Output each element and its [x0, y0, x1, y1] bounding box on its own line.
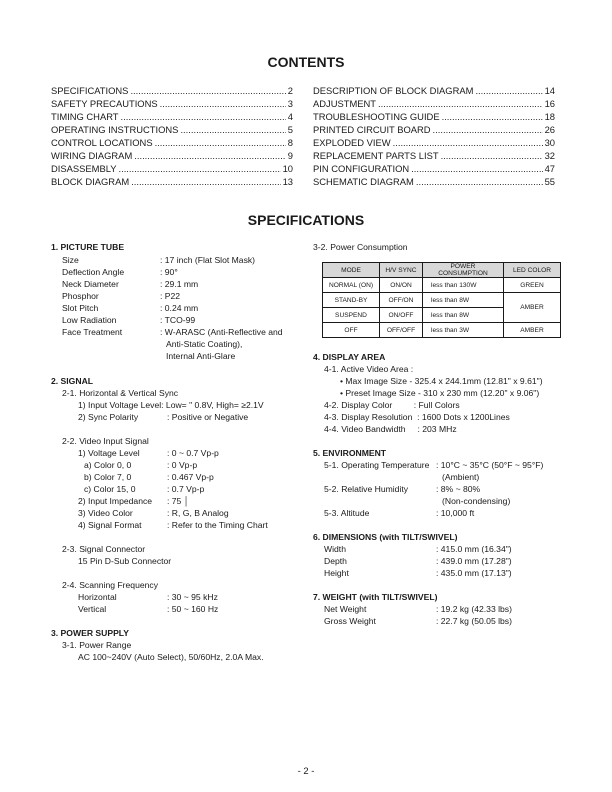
- toc-entry-title: WIRING DIAGRAM: [51, 150, 133, 161]
- spec-label: Net Weight: [324, 604, 367, 614]
- spec-line: 15 Pin D-Sub Connector: [78, 556, 172, 566]
- table-cell: OFF/OFF: [380, 323, 423, 338]
- toc-entry-page: 47: [544, 163, 555, 174]
- spec-line: 4-2. Display Color : Full Colors: [324, 400, 460, 410]
- toc-leader-dots: [442, 110, 543, 123]
- toc-entry-page: 13: [282, 176, 293, 187]
- toc-leader-dots: [130, 84, 285, 97]
- table-cell: GREEN: [504, 278, 561, 293]
- spec-label: 2) Input Impedance: [78, 496, 153, 506]
- toc-entry-page: 4: [287, 111, 293, 122]
- section-heading-picture-tube: 1. PICTURE TUBE: [51, 242, 125, 252]
- toc-leader-dots: [134, 149, 286, 162]
- toc-entry-page: 26: [544, 124, 555, 135]
- section-heading-environment: 5. ENVIRONMENT: [313, 448, 387, 458]
- spec-value: : R, G, B Analog: [167, 508, 229, 518]
- toc-leader-dots: [416, 175, 543, 188]
- spec-value: : 17 inch (Flat Slot Mask): [160, 255, 256, 265]
- table-cell: ON/ON: [380, 278, 423, 293]
- toc-entry-page: 5: [287, 124, 293, 135]
- table-cell: less than 3W: [423, 323, 504, 338]
- spec-value: : 415.0 mm (16.34"): [436, 544, 512, 554]
- table-header-cell: LED COLOR: [504, 263, 561, 278]
- toc-leader-dots: [155, 136, 286, 149]
- toc-entry[interactable]: [51, 97, 293, 110]
- table-cell: less than 130W: [423, 278, 504, 293]
- toc-entry-title: SCHEMATIC DIAGRAM: [313, 176, 414, 187]
- spec-label: Height: [324, 568, 349, 578]
- subsection-title: 2-1. Horizontal & Vertical Sync: [62, 388, 179, 398]
- spec-label: 2) Sync Polarity: [78, 412, 139, 422]
- subsection-title: 4-1. Active Video Area :: [324, 364, 414, 374]
- toc-entry[interactable]: [313, 136, 555, 149]
- toc-entry-title: EXPLODED VIEW: [313, 137, 391, 148]
- specifications-title: SPECIFICATIONS: [247, 212, 365, 228]
- toc-leader-dots: [411, 162, 542, 175]
- toc-entry-page: 9: [287, 150, 293, 161]
- toc-leader-dots: [160, 97, 286, 110]
- spec-label: c) Color 15, 0: [84, 484, 136, 494]
- spec-line: 4-3. Display Resolution : 1600 Dots x 1200Lines: [324, 412, 510, 422]
- spec-label: Low Radiation: [62, 315, 117, 325]
- toc-entry[interactable]: [51, 136, 293, 149]
- toc-leader-dots: [441, 149, 543, 162]
- spec-value: : 75 │: [167, 496, 190, 506]
- toc-entry-title: REPLACEMENT PARTS LIST: [313, 150, 439, 161]
- toc-entry[interactable]: [313, 84, 555, 97]
- table-row: [323, 293, 561, 308]
- spec-value: : 0.7 Vp-p: [167, 484, 205, 494]
- toc-leader-dots: [433, 123, 543, 136]
- table-cell: less than 8W: [423, 293, 504, 308]
- spec-label: Horizontal: [78, 592, 117, 602]
- table-cell: AMBER: [504, 293, 561, 323]
- spec-line: • Max Image Size - 325.4 x 244.1mm (12.81" x 9.61"): [340, 376, 543, 386]
- toc-entry[interactable]: [313, 123, 555, 136]
- table-cell: STAND-BY: [323, 293, 380, 308]
- toc-entry[interactable]: [313, 149, 555, 162]
- spec-value: : TCO-99: [160, 315, 196, 325]
- toc-entry-page: 32: [544, 150, 555, 161]
- spec-label: Phosphor: [62, 291, 99, 301]
- spec-value: : 0.467 Vp-p: [167, 472, 214, 482]
- spec-line: 4-4. Video Bandwidth : 203 MHz: [324, 424, 457, 434]
- toc-entry-page: 18: [544, 111, 555, 122]
- table-header-cell: POWER CONSUMPTION: [423, 263, 504, 278]
- toc-entry-title: SAFETY PRECAUTIONS: [51, 98, 158, 109]
- spec-label: 5-2. Relative Humidity: [324, 484, 409, 494]
- spec-value: : 29.1 mm: [160, 279, 199, 289]
- toc-entry[interactable]: [51, 84, 293, 97]
- spec-value: : Positive or Negative: [167, 412, 249, 422]
- toc-entry-title: ADJUSTMENT: [313, 98, 377, 109]
- section-heading-power-supply: 3. POWER SUPPLY: [51, 628, 130, 638]
- spec-label: Gross Weight: [324, 616, 376, 626]
- subsection-title: 2-4. Scanning Frequency: [62, 580, 159, 590]
- toc-entry-page: 10: [282, 163, 293, 174]
- table-cell: less than 8W: [423, 308, 504, 323]
- spec-value: : 19.2 kg (42.33 lbs): [436, 604, 512, 614]
- spec-label: b) Color 7, 0: [84, 472, 132, 482]
- spec-value: : 30 ~ 95 kHz: [167, 592, 218, 602]
- spec-value: : Refer to the Timing Chart: [167, 520, 268, 530]
- spec-value: : 50 ~ 160 Hz: [167, 604, 219, 614]
- toc-leader-dots: [118, 162, 280, 175]
- toc-entry-page: 30: [544, 137, 555, 148]
- toc-entry-title: TIMING CHART: [51, 111, 119, 122]
- toc-leader-dots: [121, 110, 286, 123]
- spec-label: Slot Pitch: [62, 303, 99, 313]
- subsection-title: 3-1. Power Range: [62, 640, 132, 650]
- toc-entry-title: DESCRIPTION OF BLOCK DIAGRAM: [313, 85, 474, 96]
- spec-label: 5-1. Operating Temperature: [324, 460, 430, 470]
- toc-entry-title: BLOCK DIAGRAM: [51, 176, 130, 187]
- toc-entry-title: OPERATING INSTRUCTIONS: [51, 124, 179, 135]
- toc-entry[interactable]: [313, 97, 555, 110]
- section-heading-dimensions: 6. DIMENSIONS (with TILT/SWIVEL): [313, 532, 458, 542]
- subsection-title: 2-3. Signal Connector: [62, 544, 146, 554]
- toc-entry[interactable]: [51, 110, 293, 123]
- toc-entry[interactable]: [51, 123, 293, 136]
- toc-left-column: [51, 84, 293, 188]
- spec-line: • Preset Image Size - 310 x 230 mm (12.20" x 9.06"): [340, 388, 540, 398]
- toc-entry[interactable]: [313, 162, 555, 175]
- contents-title: CONTENTS: [267, 54, 345, 70]
- power-consumption-table: [322, 262, 561, 338]
- toc-entry-page: 3: [287, 98, 293, 109]
- spec-value: : 0 Vp-p: [167, 460, 198, 470]
- spec-value: : 0.24 mm: [160, 303, 199, 313]
- toc-entry[interactable]: [51, 162, 293, 175]
- subsection-title: 3-2. Power Consumption: [313, 242, 408, 252]
- spec-value: : 90°: [160, 267, 178, 277]
- spec-value: : 10,000 ft: [436, 508, 475, 518]
- toc-leader-dots: [475, 84, 542, 97]
- toc-entry-title: PRINTED CIRCUIT BOARD: [313, 124, 431, 135]
- section-heading-display-area: 4. DISPLAY AREA: [313, 352, 386, 362]
- toc-leader-dots: [393, 136, 543, 149]
- toc-entry-title: DISASSEMBLY: [51, 163, 117, 174]
- toc-leader-dots: [131, 175, 280, 188]
- spec-value: : 22.7 kg (50.05 lbs): [436, 616, 512, 626]
- spec-label: Face Treatment: [62, 327, 123, 337]
- toc-entry-page: 16: [544, 98, 555, 109]
- spec-value: : 435.0 mm (17.13"): [436, 568, 512, 578]
- page-number: - 2 -: [297, 765, 315, 776]
- toc-entry-title: TROUBLESHOOTING GUIDE: [313, 111, 440, 122]
- section-heading-signal: 2. SIGNAL: [51, 376, 94, 386]
- spec-line: AC 100~240V (Auto Select), 50/60Hz, 2.0A Max.: [78, 652, 264, 662]
- spec-value-continued: (Non-condensing): [442, 496, 511, 506]
- toc-entry-page: 2: [287, 85, 293, 96]
- spec-value: : 439.0 mm (17.28"): [436, 556, 512, 566]
- spec-label: Size: [62, 255, 79, 265]
- table-cell: NORMAL (ON): [323, 278, 380, 293]
- toc-entry[interactable]: [313, 110, 555, 123]
- table-cell: OFF/ON: [380, 293, 423, 308]
- toc-entry-page: 14: [544, 85, 555, 96]
- table-cell: OFF: [323, 323, 380, 338]
- spec-label: Depth: [324, 556, 347, 566]
- table-cell: AMBER: [504, 323, 561, 338]
- toc-entry[interactable]: [51, 149, 293, 162]
- toc-leader-dots: [180, 123, 285, 136]
- toc-entry-page: 8: [287, 137, 293, 148]
- table-cell: SUSPEND: [323, 308, 380, 323]
- toc-entry-title: CONTROL LOCATIONS: [51, 137, 153, 148]
- toc-entry-title: PIN CONFIGURATION: [313, 163, 410, 174]
- toc-entry[interactable]: [51, 175, 293, 188]
- spec-label: Neck Diameter: [62, 279, 119, 289]
- section-heading-weight: 7. WEIGHT (with TILT/SWIVEL): [313, 592, 438, 602]
- table-row: [323, 278, 561, 293]
- spec-label: Width: [324, 544, 346, 554]
- spec-label: 5-3. Altitude: [324, 508, 370, 518]
- spec-label: Deflection Angle: [62, 267, 125, 277]
- spec-label: 3) Video Color: [78, 508, 133, 518]
- table-header-cell: H/V SYNC: [380, 263, 423, 278]
- table-header-cell: MODE: [323, 263, 380, 278]
- toc-entry[interactable]: [313, 175, 555, 188]
- table-header-row: [323, 263, 561, 278]
- spec-value: : W-ARASC (Anti-Reflective and: [160, 327, 283, 337]
- toc-leader-dots: [378, 97, 543, 110]
- spec-value: : 8% ~ 80%: [436, 484, 481, 494]
- toc-right-column: [313, 84, 555, 188]
- spec-label: 1) Voltage Level: [78, 448, 140, 458]
- spec-label: Vertical: [78, 604, 107, 614]
- spec-value-continued: (Ambient): [442, 472, 480, 482]
- spec-label: a) Color 0, 0: [84, 460, 132, 470]
- table-row: [323, 323, 561, 338]
- toc-entry-title: SPECIFICATIONS: [51, 85, 129, 96]
- spec-value: : 0 ~ 0.7 Vp-p: [167, 448, 219, 458]
- spec-line: 1) Input Voltage Level: Low= " 0.8V, High= ≥2.1V: [78, 400, 264, 410]
- toc-entry-page: 55: [544, 176, 555, 187]
- spec-label: 4) Signal Format: [78, 520, 142, 530]
- subsection-title: 2-2. Video Input Signal: [62, 436, 149, 446]
- spec-value: : 10°C ~ 35°C (50°F ~ 95°F): [436, 460, 544, 470]
- spec-value: : P22: [160, 291, 181, 301]
- spec-value-continued: Anti-Static Coating),: [166, 339, 243, 349]
- spec-value-continued: Internal Anti-Glare: [166, 351, 236, 361]
- table-cell: ON/OFF: [380, 308, 423, 323]
